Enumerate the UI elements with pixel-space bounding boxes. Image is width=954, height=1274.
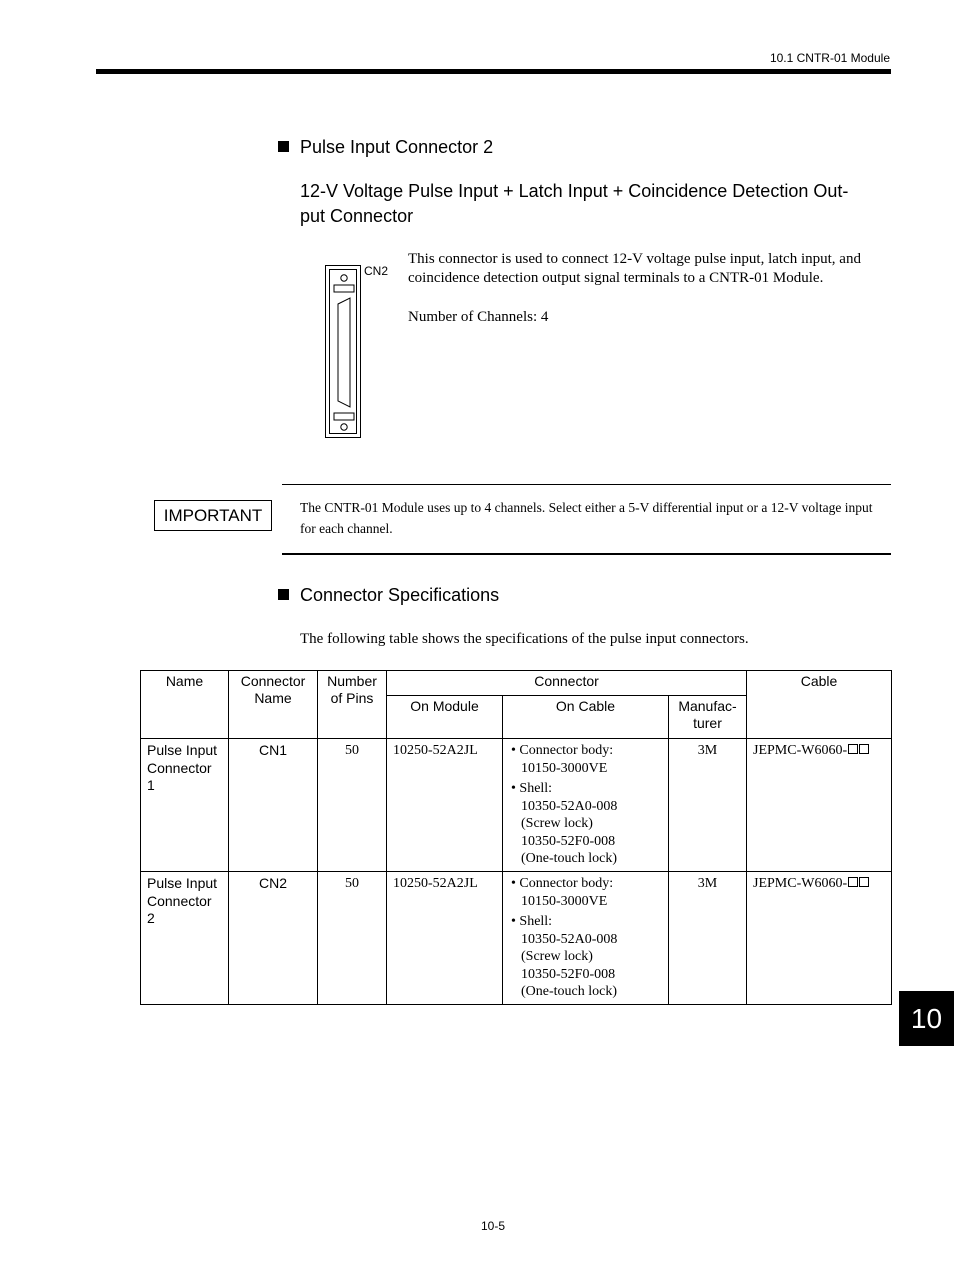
list-item: • Shell: 10350-52A0-008 (Screw lock) 10350-52F0-008 (One-touch lock) (511, 781, 618, 866)
header-connector-name: Connector Name (229, 671, 318, 739)
connector-spec-table (140, 670, 892, 1005)
cell-manufacturer: 3M (669, 739, 747, 872)
list-item: • Shell: 10350-52A0-008 (Screw lock) 10350-52F0-008 (One-touch lock) (511, 914, 618, 999)
square-bullet-icon (278, 589, 289, 600)
important-text: The CNTR-01 Module uses up to 4 channels. Select either a 5-V differential input or a 12-V voltage input for each channel. (300, 500, 873, 536)
connector-label: CN2 (364, 264, 389, 278)
placeholder-boxes-icon (847, 742, 869, 760)
header-name: Name (141, 671, 229, 739)
cell-on-cable (503, 739, 669, 872)
cell-on-cable (503, 872, 669, 1005)
section-title: Connector Specifications (300, 585, 500, 605)
placeholder-boxes-icon (847, 875, 869, 893)
header-on-cable: On Cable (503, 696, 669, 739)
list-item: • Connector body: 10150-3000VE (511, 876, 614, 909)
cell-connector-name: CN1 (229, 739, 318, 872)
cell-pins: 50 (318, 872, 387, 1005)
important-label: IMPORTANT (154, 500, 272, 531)
header-connector: Connector (387, 671, 747, 696)
connector-diagram (325, 265, 361, 438)
header-rule (96, 69, 891, 74)
important-top-rule (282, 484, 891, 485)
header-number-of-pins: Number of Pins (318, 671, 387, 739)
header-cable: Cable (747, 671, 892, 739)
cell-name: Pulse Input Connector 2 (141, 872, 229, 1005)
cell-on-module: 10250-52A2JL (387, 739, 503, 872)
header-manufacturer: Manufac- turer (669, 696, 747, 739)
square-bullet-icon (278, 141, 289, 152)
section-heading-connector-specifications (278, 585, 499, 606)
table-row (141, 872, 892, 1005)
channel-count: Number of Channels: 4 (408, 309, 549, 325)
table-row (141, 739, 892, 872)
table-intro: The following table shows the specifications of the pulse input connectors. (300, 631, 749, 647)
header-on-module: On Module (387, 696, 503, 739)
cell-pins: 50 (318, 739, 387, 872)
cell-on-module: 10250-52A2JL (387, 872, 503, 1005)
important-bottom-rule (282, 553, 891, 555)
section-title: Pulse Input Connector 2 (300, 137, 494, 157)
cell-connector-name: CN2 (229, 872, 318, 1005)
running-header: 10.1 CNTR-01 Module (769, 51, 890, 65)
connector-outline-icon (330, 270, 358, 435)
subsection-title: 12-V Voltage Pulse Input + Latch Input + Coincidence Detection Out- put Connector (300, 181, 849, 226)
cell-cable: JEPMC-W6060- (747, 739, 892, 872)
cell-cable: JEPMC-W6060- (747, 872, 892, 1005)
chapter-tab: 10 (899, 991, 954, 1046)
cell-manufacturer: 3M (669, 872, 747, 1005)
page-number: 10-5 (480, 1219, 506, 1233)
list-item: • Connector body: 10150-3000VE (511, 743, 614, 776)
connector-description: This connector is used to connect 12-V voltage pulse input, latch input, and coincidence detection output signal terminals to a CNTR-01 Module. (408, 251, 861, 286)
cell-name: Pulse Input Connector 1 (141, 739, 229, 872)
section-heading-pulse-input-connector-2 (278, 137, 493, 158)
